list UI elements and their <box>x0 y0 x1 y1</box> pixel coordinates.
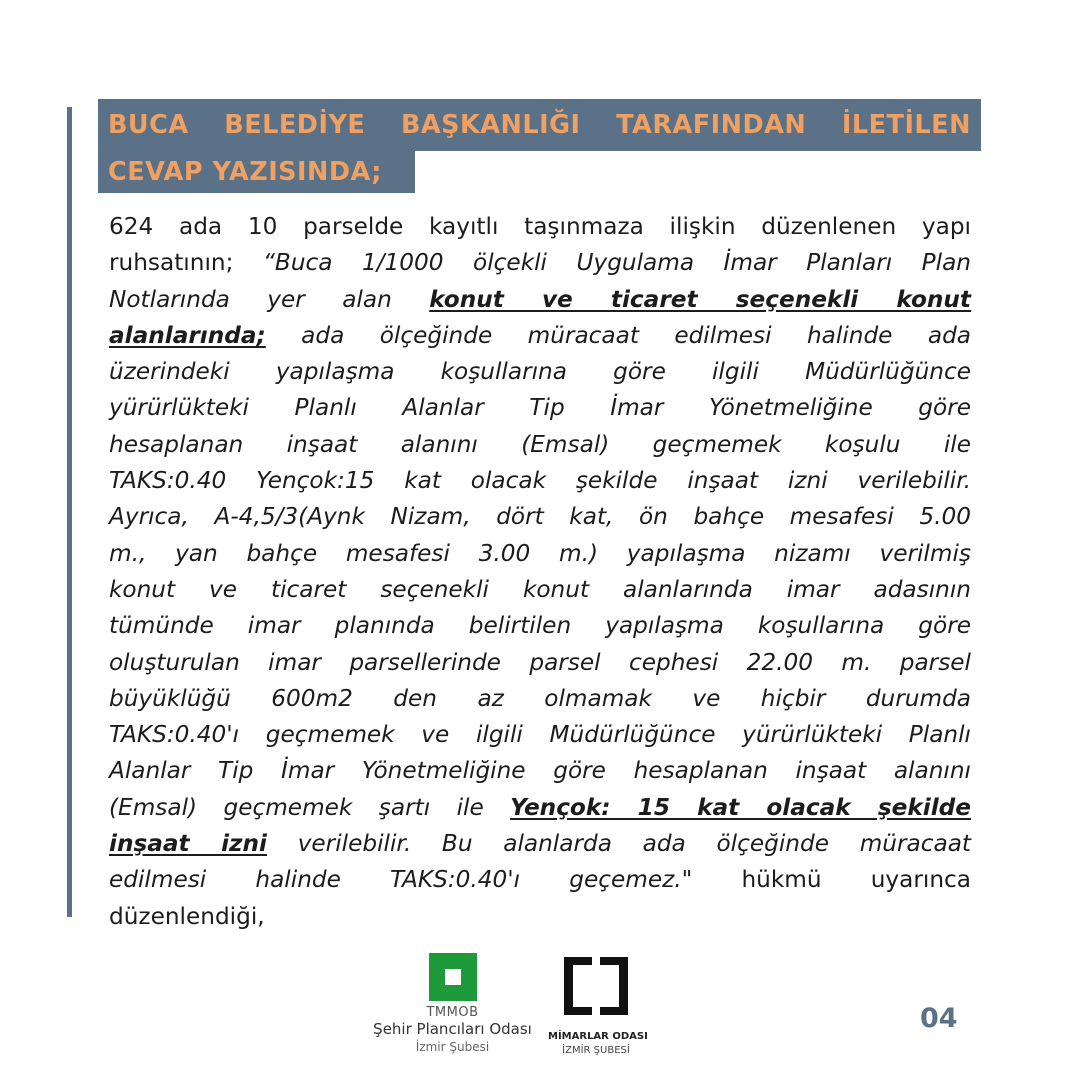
quoted-text: edilmesi halinde TAKS:0.40'ı geçemez." <box>109 866 693 894</box>
text-line <box>109 282 971 318</box>
text-line: Alanlar Tip İmar Yönetmeliğine göre hesaplanan inşaat alanını <box>109 757 971 785</box>
text-line <box>109 862 971 898</box>
heading-word: BAŞKANLIĞI <box>401 110 581 140</box>
text-segment: verilebilir. Bu alanlarda ada ölçeğinde müracaat <box>266 830 971 858</box>
logo-org-name: MİMARLAR ODASI <box>548 1031 648 1042</box>
mimarlar-odasi-logo <box>548 953 648 1063</box>
emphasized-text: inşaat izni <box>109 830 267 858</box>
text-line: yürürlükteki Planlı Alanlar Tip İmar Yönetmeliğine göre <box>109 394 971 422</box>
text-line <box>109 826 971 862</box>
quoted-text: “Buca 1/1000 ölçekli Uygulama İmar Planları Plan <box>262 249 971 277</box>
text-line: TAKS:0.40'ı geçmemek ve ilgili Müdürlüğünce yürürlükteki Planlı <box>109 721 971 749</box>
text-line: hesaplanan inşaat alanını (Emsal) geçmemek koşulu ile <box>109 430 971 458</box>
text-line: düzenlendiği, <box>109 902 265 930</box>
text-line: m., yan bahçe mesafesi 3.00 m.) yapılaşma nizamı verilmiş <box>109 539 971 567</box>
text-line: TAKS:0.40 Yençok:15 kat olacak şekilde inşaat izni verilebilir. <box>109 467 971 495</box>
bracket-logo-icon <box>560 953 632 1015</box>
text-segment: 624 ada 10 parselde kayıtlı taşınmaza ilişkin düzenlenen yapı <box>109 213 971 240</box>
text-line: oluşturulan imar parsellerinde parsel cephesi 22.00 m. parsel <box>109 648 971 676</box>
text-line <box>109 209 971 245</box>
heading-word: BELEDİYE <box>224 110 366 140</box>
heading-word: TARAFINDAN <box>616 110 807 140</box>
logo-org-name: Şehir Plancıları Odası <box>373 1020 532 1038</box>
text-line: büyüklüğü 600m2 den az olmamak ve hiçbir durumda <box>109 684 971 712</box>
logo-org-branch: İZMİR ŞUBESİ <box>562 1045 630 1056</box>
heading-word: İLETİLEN <box>841 110 971 140</box>
sehir-plancilari-logo <box>370 953 535 1063</box>
text-segment: hükmü uyarınca <box>692 866 971 894</box>
text-line: üzerindeki yapılaşma koşullarına göre ilgili Müdürlüğünce <box>109 358 971 386</box>
emphasized-text: Yençok: 15 kat olacak şekilde <box>510 793 972 821</box>
text-line <box>109 790 971 826</box>
text-segment: (Emsal) geçmemek şartı ile <box>109 793 511 821</box>
page-number: 04 <box>920 1003 958 1034</box>
body-paragraph <box>109 209 971 935</box>
heading-word: BUCA <box>108 110 189 140</box>
heading-line-2 <box>98 151 415 193</box>
text-segment: ada ölçeğinde müracaat edilmesi halinde ada <box>265 321 971 349</box>
text-line <box>109 245 971 281</box>
text-line: tümünde imar planında belirtilen yapılaşma koşullarına göre <box>109 612 971 640</box>
logo-org-label: TMMOB <box>426 1005 479 1020</box>
logo-org-branch: İzmir Şubesi <box>415 1040 490 1054</box>
heading-line-1 <box>98 99 981 151</box>
text-segment: Notlarında yer alan <box>109 285 430 313</box>
text-line: Ayrıca, A-4,5/3(Aynk Nizam, dört kat, ön bahçe mesafesi 5.00 <box>109 503 971 531</box>
left-accent-bar <box>67 107 72 917</box>
emphasized-text: alanlarında; <box>109 321 266 349</box>
text-line: konut ve ticaret seçenekli konut alanlarında imar adasının <box>109 575 971 603</box>
text-segment: ruhsatının; <box>109 249 263 277</box>
heading-text: CEVAP YAZISINDA; <box>108 157 382 187</box>
text-line <box>109 318 971 354</box>
emphasized-text: konut ve ticaret seçenekli konut <box>429 285 971 313</box>
grid-logo-icon <box>429 953 477 1001</box>
